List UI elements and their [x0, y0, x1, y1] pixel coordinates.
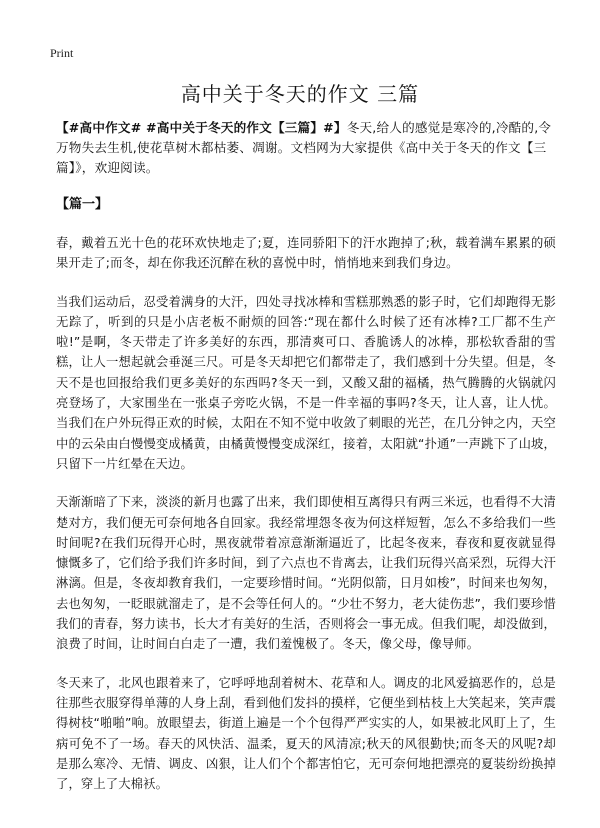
paragraph-1: 春，戴着五光十色的花环欢快地走了;夏，连同骄阳下的汗水跑掉了;秋，载着满车累累的硕果开走了;而冬，却在你我还沉醉在秋的喜悦中时，悄悄地来到我们身边。: [56, 236, 556, 271]
section-heading: 【篇一】: [56, 197, 109, 212]
intro-text: 冬天,给人的感觉是寒冷的,冷酷的,令万物失去生机,使花草树木都枯萎、凋谢。文档网为大家提供《高中关于冬天的作文【三篇】》，欢迎阅读。: [56, 120, 552, 175]
paragraph-2: 当我们运动后，忍受着满身的大汗，四处寻找冰棒和雪糕那熟悉的影子时，它们却跑得无影无踪了，听到的只是小店老板不耐烦的回答:“现在都什么时候了还有冰棒?工厂都不生产啦!”是啊，冬天带走了许多美好的东西，那清爽可口、香脆诱人的冰棒，那松软香甜的雪糕，让人一想起就会垂涎三尺。可是冬天却把它们都带走了，我们感到十分失望。但是，冬天不是也回报给我们更多美好的东西吗?冬天一到，又酸又甜的福橘，热气腾腾的火锅就闪亮登场了，大家围坐在一张桌子旁吃火锅，不是一件幸福的事吗?冬天，让人喜，让人忧。当我们在户外玩得正欢的时候，太阳在不知不觉中收敛了刺眼的光芒，在几分钟之内，天空中的云朵由白慢慢变成橘黄，由橘黄慢慢变成深红，接着，太阳就“扑通”一声跳下了山坡，只留下一片红晕在天边。: [56, 294, 556, 471]
print-link[interactable]: Print: [50, 46, 74, 60]
article-body: [56, 118, 556, 794]
paragraph-3: 天渐渐暗了下来，淡淡的新月也露了出来，我们即使相互离得只有两三米远，也看得不大清楚对方，我们便无可奈何地各自回家。我经常埋怨冬夜为何这样短暂，怎么不多给我们一些时间呢?在我们玩得开心时，黑夜就带着凉意渐渐逼近了，比起冬夜来，春夜和夏夜就显得慷慨多了，它们给予我们许多时间，到了六点也不肯离去，让我们玩得兴高采烈，玩得大汗淋漓。但是，冬夜却教育我们，一定要珍惜时间。“光阴似箭，日月如梭”，时间来也匆匆，去也匆匆，一眨眼就溜走了，是不会等任何人的。“少壮不努力，老大徒伤悲”，我们要珍惜我们的青春，努力读书，长大才有美好的生活，否则将会一事无成。但我们呢，却没做到，浪费了时间，让时间白白走了一遭，我们羞愧极了。冬天，像父母，像导师。: [56, 495, 556, 652]
article-title: 高中关于冬天的作文 三篇: [180, 82, 420, 106]
paragraph-4: 冬天来了，北风也跟着来了，它呼呼地刮着树木、花草和人。调皮的北风爱搞恶作的，总是往那些衣服穿得单薄的人身上刮，看到他们发抖的摸样，它便坐到枯枝上大笑起来，笑声震得树枝“啪啪”响。放眼望去，街道上遍是一个个包得严严实实的人，如果被北风盯上了，生病可免不了一场。春天的风快活、温柔，夏天的风清凉;秋天的风很勤快;而冬天的风呢?却是那么寒冷、无情、调皮、凶狠，让人们个个都害怕它，无可奈何地把漂亮的夏装纷纷换掉了，穿上了大棉袄。: [56, 675, 556, 792]
intro-tag-label: 【#高中作文# #高中关于冬天的作文【三篇】#】: [56, 120, 347, 135]
article-intro: [56, 118, 556, 178]
